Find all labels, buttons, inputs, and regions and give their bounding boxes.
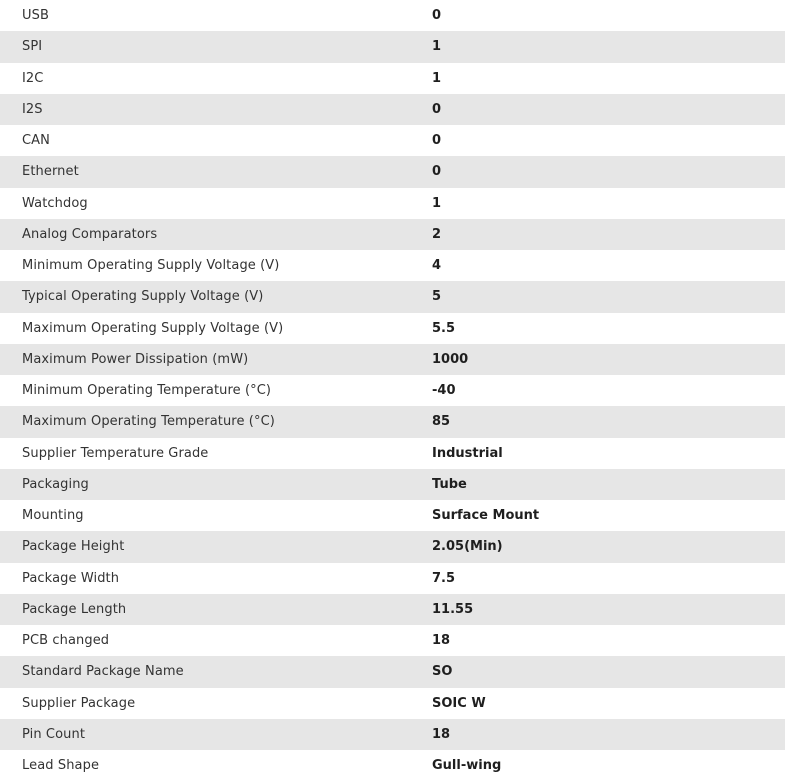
table-row <box>0 125 785 156</box>
table-row <box>0 313 785 344</box>
spec-value: Industrial <box>432 445 503 461</box>
table-row <box>0 438 785 469</box>
spec-value: Surface Mount <box>432 508 540 524</box>
spec-label: Typical Operating Supply Voltage (V) <box>22 289 264 305</box>
table-row <box>0 594 785 625</box>
spec-value: 0 <box>432 164 442 180</box>
spec-value: 2 <box>432 226 442 242</box>
spec-value: 5 <box>432 289 442 305</box>
spec-label: USB <box>22 8 49 24</box>
spec-label: Package Height <box>22 539 125 555</box>
spec-value: 18 <box>432 633 451 649</box>
spec-label: Package Length <box>22 601 127 617</box>
spec-value: 1000 <box>432 351 469 367</box>
spec-label: Pin Count <box>22 726 86 742</box>
spec-label: Watchdog <box>22 195 88 211</box>
spec-label: Supplier Package <box>22 695 136 711</box>
table-row <box>0 94 785 125</box>
spec-label: Lead Shape <box>22 758 100 774</box>
spec-value: 7.5 <box>432 570 456 586</box>
table-row <box>0 750 785 781</box>
spec-label: I2S <box>22 101 43 117</box>
spec-value: 18 <box>432 726 451 742</box>
spec-value: 0 <box>432 101 442 117</box>
spec-value: SOIC W <box>432 695 486 711</box>
table-row <box>0 719 785 750</box>
spec-label: Maximum Power Dissipation (mW) <box>22 351 249 367</box>
spec-value: 0 <box>432 8 442 24</box>
spec-label: Packaging <box>22 476 89 492</box>
spec-label: Minimum Operating Supply Voltage (V) <box>22 258 280 274</box>
table-row <box>0 344 785 375</box>
spec-label: Supplier Temperature Grade <box>22 445 209 461</box>
table-row <box>0 156 785 187</box>
spec-value: 4 <box>432 258 442 274</box>
table-row <box>0 688 785 719</box>
table-row <box>0 469 785 500</box>
table-row <box>0 188 785 219</box>
spec-value: 1 <box>432 39 442 55</box>
spec-value: 1 <box>432 70 442 86</box>
spec-label: Maximum Operating Temperature (°C) <box>22 414 275 430</box>
spec-label: I2C <box>22 70 44 86</box>
table-row <box>0 500 785 531</box>
spec-value: 85 <box>432 414 451 430</box>
spec-label: Ethernet <box>22 164 79 180</box>
table-row <box>0 31 785 62</box>
spec-value: 2.05(Min) <box>432 539 503 555</box>
table-row <box>0 63 785 94</box>
table-row <box>0 563 785 594</box>
spec-label: SPI <box>22 39 43 55</box>
table-row <box>0 531 785 562</box>
spec-value: 0 <box>432 133 442 149</box>
spec-value: Tube <box>432 476 467 492</box>
spec-value: Gull-wing <box>432 758 502 774</box>
table-row <box>0 281 785 312</box>
table-row <box>0 656 785 687</box>
table-row <box>0 375 785 406</box>
spec-label: PCB changed <box>22 633 110 649</box>
spec-value: 5.5 <box>432 320 456 336</box>
spec-label: Mounting <box>22 508 84 524</box>
spec-label: Minimum Operating Temperature (°C) <box>22 383 272 399</box>
spec-value: SO <box>432 664 453 680</box>
table-row <box>0 406 785 437</box>
table-row <box>0 625 785 656</box>
spec-label: Standard Package Name <box>22 664 184 680</box>
spec-label: CAN <box>22 133 50 149</box>
table-row <box>0 219 785 250</box>
spec-label: Analog Comparators <box>22 226 158 242</box>
spec-value: 11.55 <box>432 601 474 617</box>
spec-label: Maximum Operating Supply Voltage (V) <box>22 320 284 336</box>
table-row <box>0 250 785 281</box>
spec-value: 1 <box>432 195 442 211</box>
table-row <box>0 0 785 31</box>
spec-value: -40 <box>432 383 456 399</box>
spec-label: Package Width <box>22 570 120 586</box>
